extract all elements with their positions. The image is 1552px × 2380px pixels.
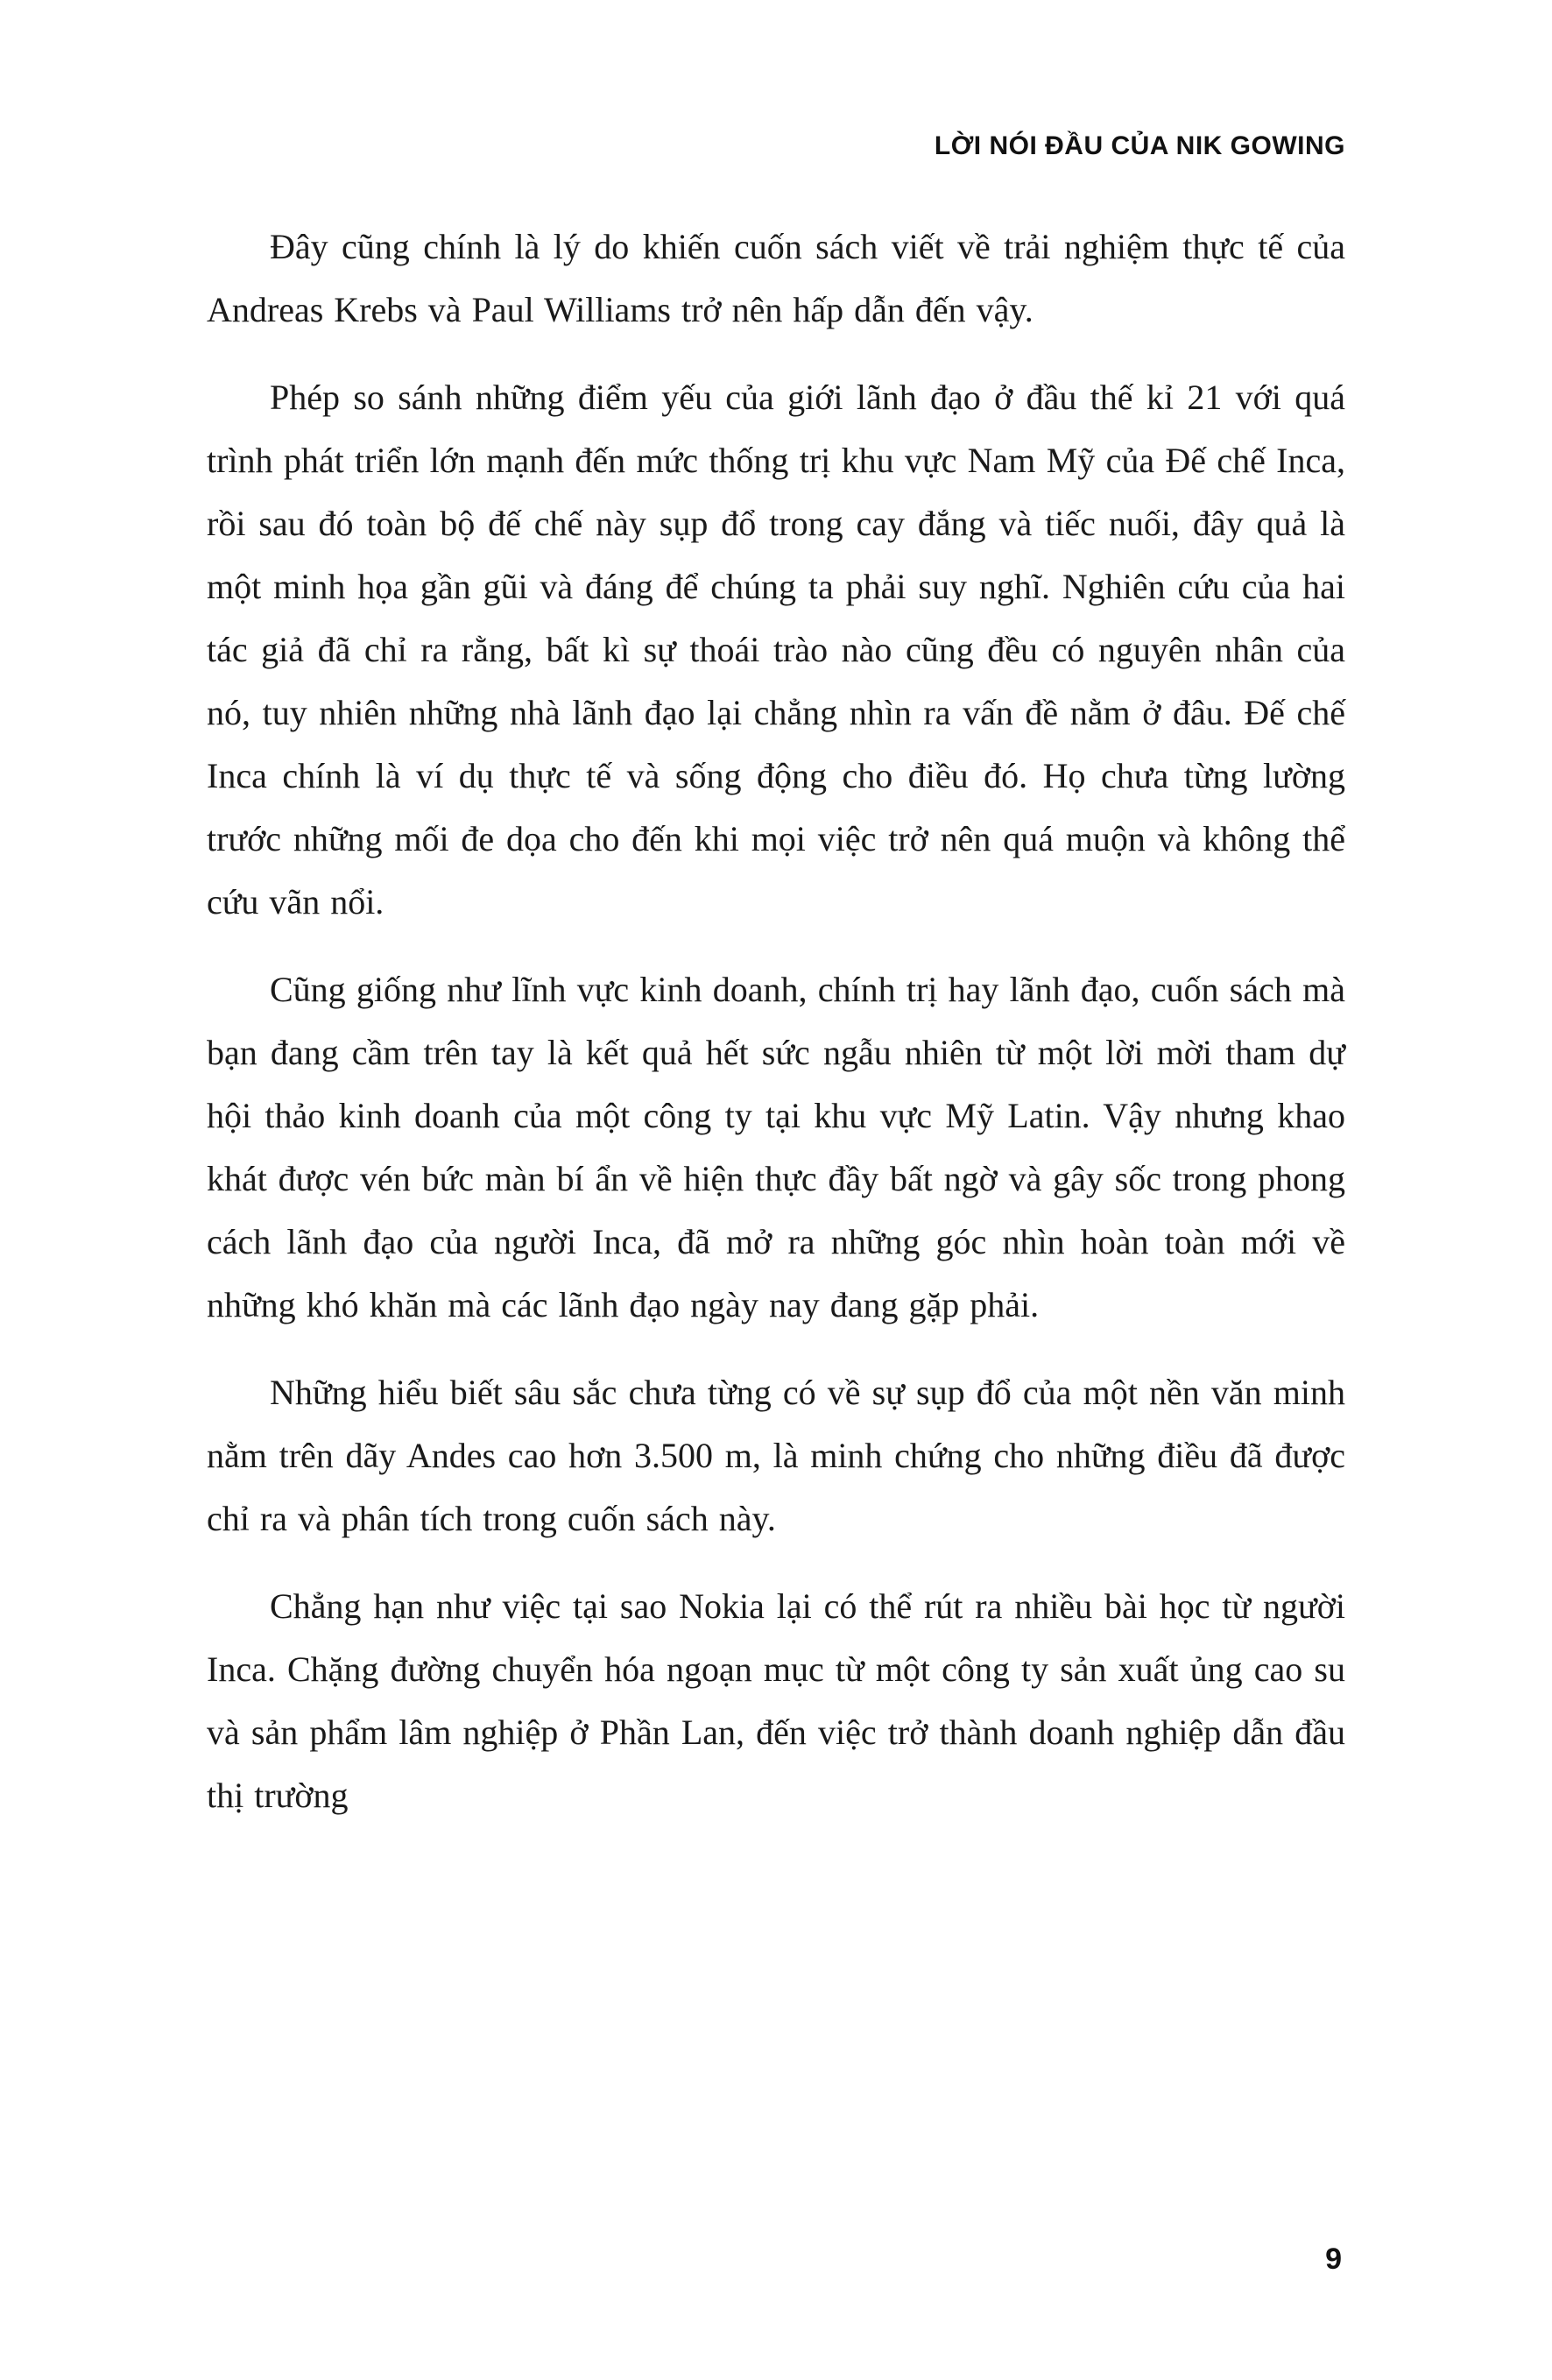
paragraph-5: Chẳng hạn như việc tại sao Nokia lại có thể rút ra nhiều bài học từ người Inca. Chặng đường chuyển hóa ngoạn mục từ một công ty sản xuất ủng cao su và sản phẩm lâm nghiệp ở Phần Lan, đến việc trở thành doanh nghiệp dẫn đầu thị trường bbox=[207, 1586, 1345, 1815]
paragraph-2: Phép so sánh những điểm yếu của giới lãnh đạo ở đầu thế kỉ 21 với quá trình phát triển lớn mạnh đến mức thống trị khu vực Nam Mỹ của Đế chế Inca, rồi sau đó toàn bộ đế chế này sụp đổ trong cay đắng và tiếc nuối, đây quả là một minh họa gần gũi và đáng để chúng ta phải suy nghĩ. Nghiên cứu của hai tác giả đã chỉ ra rằng, bất kì sự thoái trào nào cũng đều có nguyên nhân của nó, tuy nhiên những nhà lãnh đạo lại chẳng nhìn ra vấn đề nằm ở đâu. Đế chế Inca chính là ví dụ thực tế và sống động cho điều đó. Họ chưa từng lường trước những mối đe dọa cho đến khi mọi việc trở nên quá muộn và không thể cứu vãn nổi. bbox=[207, 378, 1345, 922]
paragraph-3: Cũng giống như lĩnh vực kinh doanh, chính trị hay lãnh đạo, cuốn sách mà bạn đang cầm trên tay là kết quả hết sức ngẫu nhiên từ một lời mời tham dự hội thảo kinh doanh của một công ty tại khu vực Mỹ Latin. Vậy nhưng khao khát được vén bức màn bí ẩn về hiện thực đầy bất ngờ và gây sốc trong phong cách lãnh đạo của người Inca, đã mở ra những góc nhìn hoàn toàn mới về những khó khăn mà các lãnh đạo ngày nay đang gặp phải. bbox=[207, 970, 1345, 1324]
running-header: LỜI NÓI ĐẦU CỦA NIK GOWING bbox=[934, 131, 1345, 160]
paragraph-4: Những hiểu biết sâu sắc chưa từng có về sự sụp đổ của một nền văn minh nằm trên dãy Andes cao hơn 3.500 m, là minh chứng cho những điều đã được chỉ ra và phân tích trong cuốn sách này. bbox=[207, 1373, 1345, 1538]
page-body bbox=[207, 215, 1345, 1827]
paragraph-1: Đây cũng chính là lý do khiến cuốn sách viết về trải nghiệm thực tế của Andreas Krebs và Paul Williams trở nên hấp dẫn đến vậy. bbox=[207, 227, 1345, 329]
page-number: 9 bbox=[1325, 2242, 1342, 2276]
